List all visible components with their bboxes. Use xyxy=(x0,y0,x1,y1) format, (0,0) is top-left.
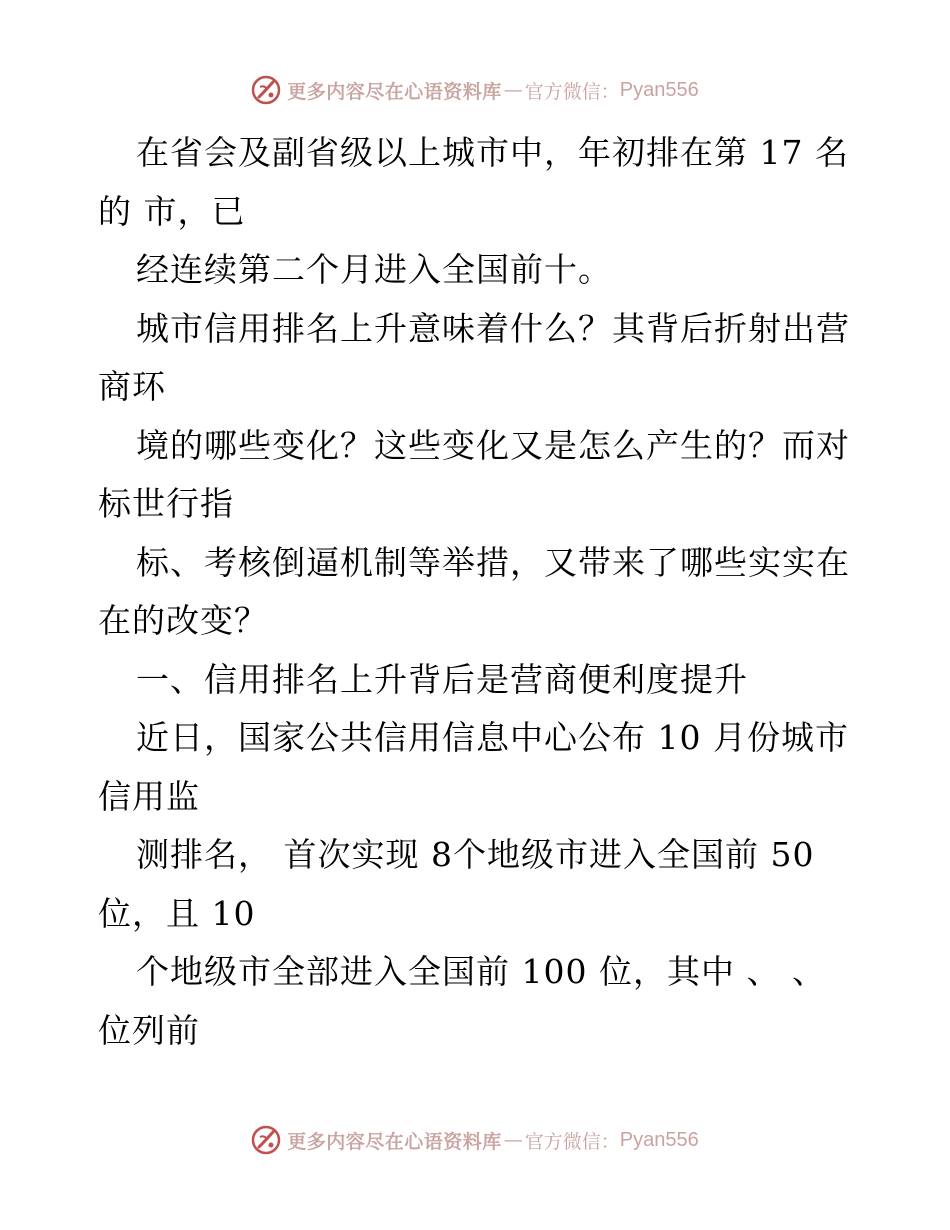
body-line: 境的哪些变化？这些变化又是怎么产生的？而对 xyxy=(136,425,850,465)
body-line: 个地级市全部进入全国前 100 位，其中 、 、 xyxy=(136,952,826,991)
footer-banner-dash: — xyxy=(503,1129,523,1151)
body-line: 近日，国家公共信用信息中心公布 10 月份城市 xyxy=(136,718,849,757)
document-body xyxy=(98,124,858,1060)
footer-wechat-label: 官方微信： xyxy=(524,1130,620,1153)
header-banner-dash: — xyxy=(503,79,523,101)
body-line: 商环 xyxy=(98,367,166,406)
body-line: 位列前 xyxy=(98,1010,200,1050)
footer-banner-text: 更多内容尽在心语资料库 xyxy=(287,1130,502,1153)
logo-icon xyxy=(251,75,281,105)
footer-banner xyxy=(0,1120,950,1160)
body-line: 城市信用排名上升意味着什么？其背后折射出营 xyxy=(136,308,850,348)
body-line: 的 市，已 xyxy=(98,191,246,231)
body-line: 标世行指 xyxy=(98,484,234,523)
header-wechat-id: Pyan556 xyxy=(619,78,699,101)
header-wechat-label: 官方微信： xyxy=(524,80,620,103)
body-line: 测排名， 首次实现 8个地级市进入全国前 50 xyxy=(136,835,815,874)
section-heading: 一、信用排名上升背后是营商便利度提升 xyxy=(136,659,748,699)
body-line: 在的改变？ xyxy=(98,601,268,640)
header-banner xyxy=(0,70,950,110)
logo-icon xyxy=(251,1125,281,1155)
body-line: 标、考核倒逼机制等举措，又带来了哪些实实在 xyxy=(136,542,850,582)
body-line: 位，且 10 xyxy=(98,893,256,933)
header-banner-text: 更多内容尽在心语资料库 xyxy=(287,80,502,103)
body-line: 在省会及副省级以上城市中，年初排在第 17 名 xyxy=(136,133,849,172)
footer-wechat-id: Pyan556 xyxy=(619,1128,699,1151)
body-line: 经连续第二个月进入全国前十。 xyxy=(136,250,612,289)
body-line: 信用监 xyxy=(98,776,200,816)
